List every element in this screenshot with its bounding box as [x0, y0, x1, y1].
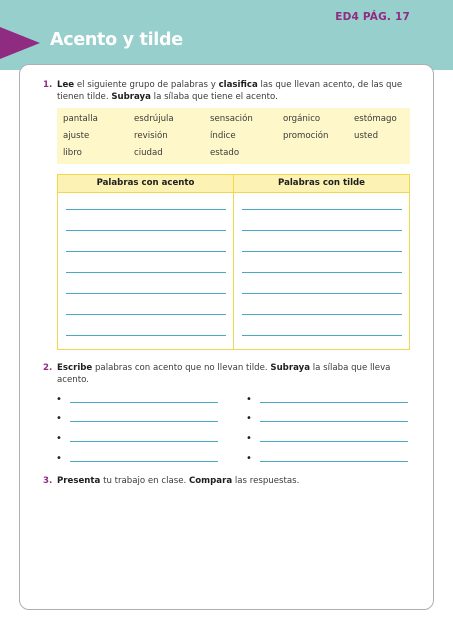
classification-table	[57, 174, 410, 350]
writing-line[interactable]	[66, 293, 226, 294]
activity-2-verb-subraya: Subraya	[270, 363, 311, 373]
word-item: libro	[63, 148, 82, 158]
writing-line[interactable]	[260, 441, 408, 442]
activity-1-verb-subraya: Subraya	[111, 92, 151, 102]
bullet-marker: •	[246, 394, 252, 405]
writing-line[interactable]	[66, 272, 226, 273]
activity-3-verb-presenta: Presenta	[57, 476, 101, 486]
bullet-marker: •	[56, 453, 62, 464]
title-tab-triangle	[0, 27, 40, 59]
word-item: promoción	[283, 131, 329, 141]
word-item: ajuste	[63, 131, 90, 141]
bullet-marker: •	[56, 413, 62, 424]
activity-3-instructions: 3. Presenta tu trabajo en clase. Compara las respuestas.	[43, 476, 300, 486]
page-reference: ED4 PÁG. 17	[335, 11, 410, 23]
word-item: revisión	[134, 131, 168, 141]
word-item: esdrújula	[134, 114, 174, 124]
activity-1-instructions: 1. Lee el siguiente grupo de palabras y clasifica las que llevan acento, de las que tienen tilde. Subraya la sílaba que tiene el acento.	[43, 80, 403, 102]
bullet-marker: •	[246, 433, 252, 444]
writing-line[interactable]	[66, 251, 226, 252]
word-item: usted	[354, 131, 379, 141]
table-column-divider	[233, 175, 234, 349]
word-item: estado	[210, 148, 240, 158]
writing-line[interactable]	[70, 461, 218, 462]
writing-line[interactable]	[66, 209, 226, 210]
writing-line[interactable]	[260, 402, 408, 403]
activity-2-instructions: 2. Escribe palabras con acento que no llevan tilde. Subraya la sílaba que lleva acento.	[43, 363, 391, 385]
table-header-acento: Palabras con acento	[58, 175, 233, 192]
writing-line[interactable]	[66, 230, 226, 231]
bullet-marker: •	[56, 394, 62, 405]
writing-line[interactable]	[70, 402, 218, 403]
writing-line[interactable]	[242, 251, 402, 252]
bullet-marker: •	[246, 413, 252, 424]
writing-line[interactable]	[260, 461, 408, 462]
writing-line[interactable]	[70, 421, 218, 422]
word-item: estómago	[354, 114, 397, 124]
word-item: ciudad	[134, 148, 163, 158]
writing-line[interactable]	[260, 421, 408, 422]
word-item: orgánico	[283, 114, 321, 124]
writing-line[interactable]	[242, 230, 402, 231]
writing-line[interactable]	[242, 314, 402, 315]
activity-1-number: 1.	[43, 80, 53, 90]
writing-line[interactable]	[242, 209, 402, 210]
writing-line[interactable]	[66, 314, 226, 315]
bullet-marker: •	[56, 433, 62, 444]
writing-line[interactable]	[70, 441, 218, 442]
activity-2-number: 2.	[43, 363, 53, 373]
word-bank	[57, 108, 410, 164]
table-header-tilde: Palabras con tilde	[234, 175, 409, 192]
writing-line[interactable]	[242, 272, 402, 273]
writing-line[interactable]	[242, 335, 402, 336]
activity-3-verb-compara: Compara	[188, 476, 233, 486]
writing-line[interactable]	[242, 293, 402, 294]
word-item: índice	[210, 131, 236, 141]
activity-1-verb-clasifica: clasifica	[218, 80, 258, 90]
activity-3-number: 3.	[43, 476, 53, 486]
bullet-marker: •	[246, 453, 252, 464]
activity-1-verb-lee: Lee	[57, 80, 75, 90]
activity-2-verb-escribe: Escribe	[57, 363, 93, 373]
word-item: pantalla	[63, 114, 98, 124]
writing-line[interactable]	[66, 335, 226, 336]
word-item: sensación	[210, 114, 253, 124]
page-title: Acento y tilde	[50, 30, 183, 50]
